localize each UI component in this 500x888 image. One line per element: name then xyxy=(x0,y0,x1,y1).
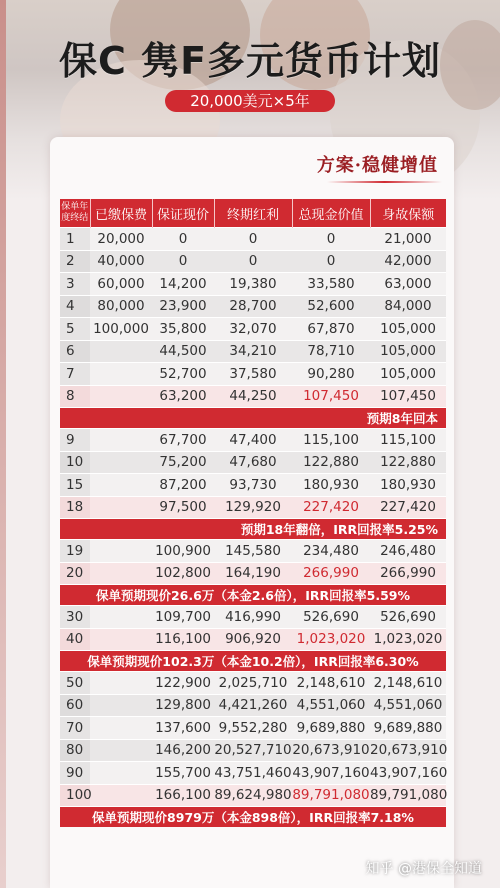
cell-paid xyxy=(90,562,152,585)
cell-total: 9,689,880 xyxy=(292,717,370,740)
cell-bonus: 19,380 xyxy=(214,273,292,296)
premium-badge: 20,000美元×5年 xyxy=(165,90,335,112)
table-row xyxy=(60,784,446,807)
table-row xyxy=(60,451,446,474)
cell-year: 2 xyxy=(60,250,90,273)
cell-total: 122,880 xyxy=(292,451,370,474)
cell-total: 2,148,610 xyxy=(292,672,370,695)
cell-guaranteed: 0 xyxy=(152,250,214,273)
milestone-note: 预期8年回本 xyxy=(60,408,446,429)
table-row xyxy=(60,717,446,740)
cell-death-benefit: 246,480 xyxy=(370,540,446,563)
cell-bonus: 145,580 xyxy=(214,540,292,563)
table-row xyxy=(60,340,446,363)
watermark: 知乎 @港保全知道 xyxy=(365,861,482,877)
cell-paid: 40,000 xyxy=(90,250,152,273)
cell-year: 10 xyxy=(60,451,90,474)
cell-death-benefit: 105,000 xyxy=(370,363,446,386)
header-total: 总现金价值 xyxy=(292,199,370,228)
cell-death-benefit: 526,690 xyxy=(370,606,446,629)
cell-paid xyxy=(90,784,152,807)
cell-bonus: 20,527,710 xyxy=(214,739,292,762)
cell-guaranteed: 67,700 xyxy=(152,429,214,452)
cell-bonus: 906,920 xyxy=(214,628,292,651)
cell-death-benefit: 4,551,060 xyxy=(370,694,446,717)
cell-paid: 20,000 xyxy=(90,228,152,251)
milestone-note-row xyxy=(60,651,446,672)
cell-bonus: 43,751,460 xyxy=(214,762,292,785)
cell-paid xyxy=(90,694,152,717)
cell-year: 70 xyxy=(60,717,90,740)
header-year: 保单年度终结 xyxy=(60,199,90,228)
plan-label: 方案·稳健增值 xyxy=(317,151,438,177)
cell-total: 0 xyxy=(292,228,370,251)
table-row xyxy=(60,694,446,717)
cell-bonus: 93,730 xyxy=(214,474,292,497)
cell-guaranteed: 122,900 xyxy=(152,672,214,695)
milestone-note-row xyxy=(60,807,446,828)
table-row xyxy=(60,562,446,585)
cell-death-benefit: 20,673,910 xyxy=(370,739,446,762)
header-guaranteed: 保证现价 xyxy=(152,199,214,228)
table-header-row xyxy=(60,199,446,228)
table-row xyxy=(60,672,446,695)
cell-bonus: 47,680 xyxy=(214,451,292,474)
cell-bonus: 9,552,280 xyxy=(214,717,292,740)
cell-paid: 60,000 xyxy=(90,273,152,296)
cell-death-benefit: 105,000 xyxy=(370,318,446,341)
milestone-note: 保单预期现价26.6万（本金2.6倍），IRR回报率5.59% xyxy=(60,585,446,606)
cell-total: 43,907,160 xyxy=(292,762,370,785)
cell-guaranteed: 102,800 xyxy=(152,562,214,585)
cell-paid xyxy=(90,385,152,408)
cell-total: 1,023,020 xyxy=(292,628,370,651)
cell-guaranteed: 52,700 xyxy=(152,363,214,386)
cell-guaranteed: 155,700 xyxy=(152,762,214,785)
cell-year: 3 xyxy=(60,273,90,296)
cell-bonus: 0 xyxy=(214,250,292,273)
cell-death-benefit: 122,880 xyxy=(370,451,446,474)
table-row xyxy=(60,628,446,651)
cell-paid: 80,000 xyxy=(90,295,152,318)
cell-paid xyxy=(90,451,152,474)
cell-total: 33,580 xyxy=(292,273,370,296)
cell-guaranteed: 35,800 xyxy=(152,318,214,341)
cell-year: 4 xyxy=(60,295,90,318)
cell-bonus: 164,190 xyxy=(214,562,292,585)
table-row xyxy=(60,739,446,762)
cell-year: 40 xyxy=(60,628,90,651)
cell-total: 180,930 xyxy=(292,474,370,497)
cell-guaranteed: 0 xyxy=(152,228,214,251)
cell-year: 19 xyxy=(60,540,90,563)
cell-paid xyxy=(90,363,152,386)
cell-total: 234,480 xyxy=(292,540,370,563)
table-row xyxy=(60,762,446,785)
cell-total: 526,690 xyxy=(292,606,370,629)
cell-bonus: 89,624,980 xyxy=(214,784,292,807)
cell-death-benefit: 266,990 xyxy=(370,562,446,585)
cell-total: 266,990 xyxy=(292,562,370,585)
cell-total: 20,673,910 xyxy=(292,739,370,762)
cell-paid xyxy=(90,474,152,497)
policy-table xyxy=(60,199,446,827)
cell-guaranteed: 166,100 xyxy=(152,784,214,807)
cell-total: 227,420 xyxy=(292,496,370,519)
cell-guaranteed: 129,800 xyxy=(152,694,214,717)
table-row xyxy=(60,295,446,318)
cell-death-benefit: 115,100 xyxy=(370,429,446,452)
cell-guaranteed: 116,100 xyxy=(152,628,214,651)
cell-year: 20 xyxy=(60,562,90,585)
left-accent-bar xyxy=(0,0,6,888)
cell-paid xyxy=(90,762,152,785)
cell-paid xyxy=(90,672,152,695)
cell-total: 78,710 xyxy=(292,340,370,363)
cell-guaranteed: 100,900 xyxy=(152,540,214,563)
milestone-note-row xyxy=(60,519,446,540)
cell-year: 1 xyxy=(60,228,90,251)
cell-paid xyxy=(90,496,152,519)
table-row xyxy=(60,363,446,386)
milestone-note: 预期18年翻倍，IRR回报率5.25% xyxy=(60,519,446,540)
cell-total: 67,870 xyxy=(292,318,370,341)
cell-death-benefit: 105,000 xyxy=(370,340,446,363)
cell-paid xyxy=(90,540,152,563)
cell-year: 6 xyxy=(60,340,90,363)
cell-death-benefit: 43,907,160 xyxy=(370,762,446,785)
cell-paid xyxy=(90,717,152,740)
cell-death-benefit: 42,000 xyxy=(370,250,446,273)
table-row xyxy=(60,474,446,497)
cell-bonus: 44,250 xyxy=(214,385,292,408)
header-paid: 已缴保费 xyxy=(90,199,152,228)
table-row xyxy=(60,318,446,341)
cell-death-benefit: 89,791,080 xyxy=(370,784,446,807)
cell-death-benefit: 180,930 xyxy=(370,474,446,497)
cell-bonus: 28,700 xyxy=(214,295,292,318)
cell-death-benefit: 107,450 xyxy=(370,385,446,408)
cell-death-benefit: 227,420 xyxy=(370,496,446,519)
cell-bonus: 129,920 xyxy=(214,496,292,519)
table-panel xyxy=(50,137,454,888)
table-row xyxy=(60,606,446,629)
cell-paid xyxy=(90,606,152,629)
cell-year: 5 xyxy=(60,318,90,341)
milestone-note-row xyxy=(60,408,446,429)
cell-year: 30 xyxy=(60,606,90,629)
cell-total: 115,100 xyxy=(292,429,370,452)
table-row xyxy=(60,228,446,251)
cell-year: 90 xyxy=(60,762,90,785)
cell-paid: 100,000 xyxy=(90,318,152,341)
cell-year: 50 xyxy=(60,672,90,695)
table-row xyxy=(60,429,446,452)
cell-death-benefit: 1,023,020 xyxy=(370,628,446,651)
cell-death-benefit: 63,000 xyxy=(370,273,446,296)
table-row xyxy=(60,496,446,519)
cell-guaranteed: 63,200 xyxy=(152,385,214,408)
cell-bonus: 416,990 xyxy=(214,606,292,629)
cell-guaranteed: 137,600 xyxy=(152,717,214,740)
cell-guaranteed: 97,500 xyxy=(152,496,214,519)
cell-bonus: 4,421,260 xyxy=(214,694,292,717)
table-row xyxy=(60,385,446,408)
cell-death-benefit: 9,689,880 xyxy=(370,717,446,740)
milestone-note-row xyxy=(60,585,446,606)
cell-year: 18 xyxy=(60,496,90,519)
cell-total: 4,551,060 xyxy=(292,694,370,717)
cell-year: 8 xyxy=(60,385,90,408)
cell-guaranteed: 14,200 xyxy=(152,273,214,296)
cell-bonus: 2,025,710 xyxy=(214,672,292,695)
cell-paid xyxy=(90,628,152,651)
cell-total: 107,450 xyxy=(292,385,370,408)
cell-guaranteed: 87,200 xyxy=(152,474,214,497)
cell-year: 80 xyxy=(60,739,90,762)
cell-year: 60 xyxy=(60,694,90,717)
cell-guaranteed: 146,200 xyxy=(152,739,214,762)
cell-paid xyxy=(90,429,152,452)
cell-year: 9 xyxy=(60,429,90,452)
table-row xyxy=(60,273,446,296)
cell-total: 90,280 xyxy=(292,363,370,386)
milestone-note: 保单预期现价102.3万（本金10.2倍），IRR回报率6.30% xyxy=(60,651,446,672)
header-death-benefit: 身故保额 xyxy=(370,199,446,228)
cell-year: 100 xyxy=(60,784,90,807)
milestone-note: 保单预期现价8979万（本金898倍），IRR回报率7.18% xyxy=(60,807,446,828)
cell-total: 0 xyxy=(292,250,370,273)
cell-guaranteed: 109,700 xyxy=(152,606,214,629)
cell-year: 15 xyxy=(60,474,90,497)
cell-paid xyxy=(90,340,152,363)
cell-year: 7 xyxy=(60,363,90,386)
cell-bonus: 37,580 xyxy=(214,363,292,386)
cell-guaranteed: 75,200 xyxy=(152,451,214,474)
cell-death-benefit: 2,148,610 xyxy=(370,672,446,695)
cell-death-benefit: 84,000 xyxy=(370,295,446,318)
cell-bonus: 34,210 xyxy=(214,340,292,363)
cell-guaranteed: 23,900 xyxy=(152,295,214,318)
table-body xyxy=(60,228,446,828)
table-row xyxy=(60,250,446,273)
cell-bonus: 0 xyxy=(214,228,292,251)
cell-bonus: 47,400 xyxy=(214,429,292,452)
cell-bonus: 32,070 xyxy=(214,318,292,341)
cell-total: 52,600 xyxy=(292,295,370,318)
table-row xyxy=(60,540,446,563)
cell-guaranteed: 44,500 xyxy=(152,340,214,363)
cell-paid xyxy=(90,739,152,762)
cell-total: 89,791,080 xyxy=(292,784,370,807)
header-bonus: 终期红利 xyxy=(214,199,292,228)
cell-death-benefit: 21,000 xyxy=(370,228,446,251)
page-title: 保C 隽F多元货币计划 xyxy=(58,39,442,83)
